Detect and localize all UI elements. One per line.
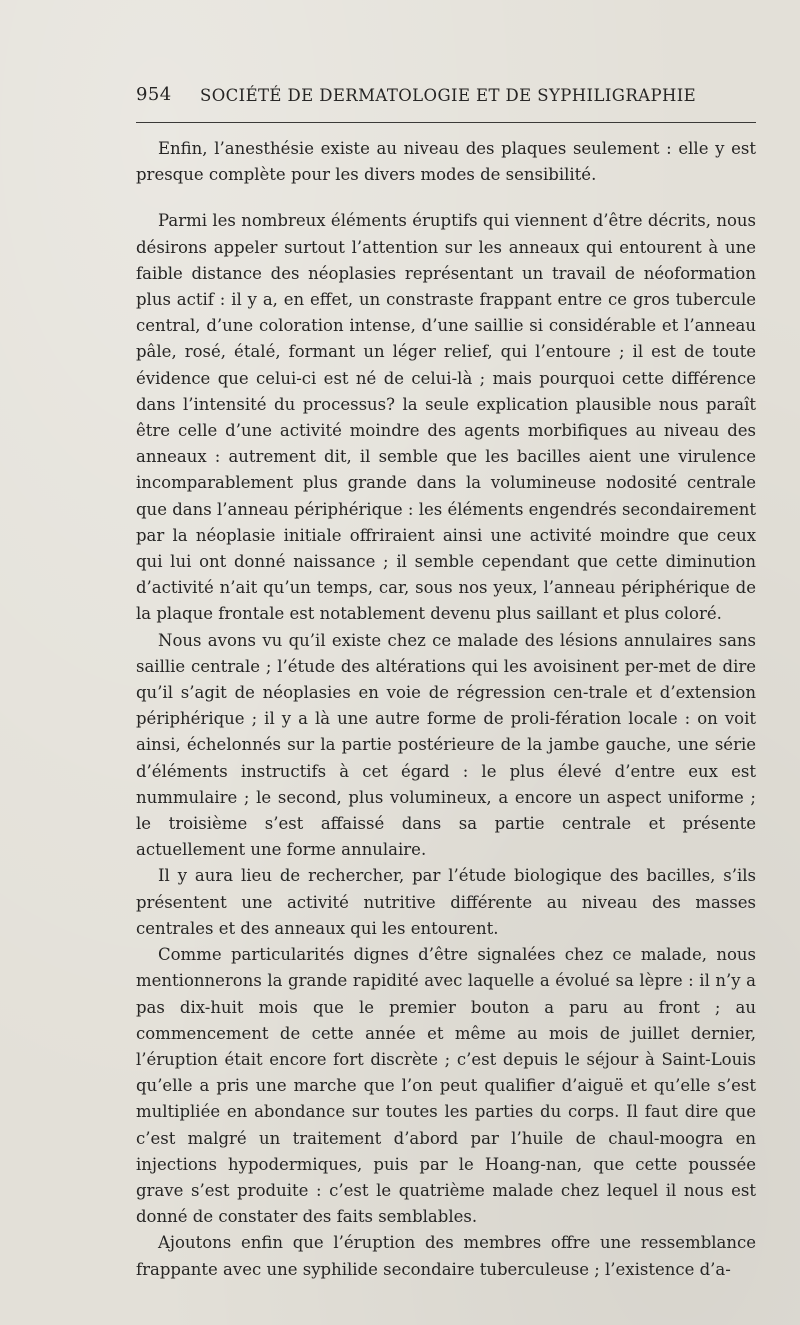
paragraph-annular-rings: Parmi les nombreux éléments éruptifs qui viennent d’être décrits, nous désirons appeler surtout l’attention sur les anneaux qui entourent à une faible distance des néoplasies représentant un travail de néoformation plus actif : il y a, en effet, un constraste frappant entre ce gros tubercule central, d’une coloration intense, d’une saillie si considérable et l’anneau pâle, rosé, étalé, formant un léger relief, qui l’entoure ; il est de toute évidence que celui-ci est né de celui-là ; mais pourquoi cette différence dans l’intensité du processus? la seule explication plausible nous paraît être celle d’une activité moindre des agents morbifiques au niveau des anneaux : autrement dit, il semble que les bacilles aient une virulence incomparablement plus grande dans la volumineuse nodosité centrale que dans l’anneau périphérique : les éléments engendrés secondairement par la néoplasie initiale offriraient ainsi une activité moindre que ceux qui lui ont donné naissance ; il semble cependant que cette diminution d’activité n’ait qu’un temps, car, sous nos yeux, l’anneau périphérique de la plaque frontale est notablement devenu plus saillant et plus coloré. [136,211,756,624]
paragraph-annular-lesions: Nous avons vu qu’il existe chez ce malade des lésions annulaires sans saillie centrale ; l’étude des altérations qui les avoisinent per-met de dire qu’il s’agit de néoplasies en voie de régression cen-trale et d’extension périphérique ; il y a là une autre forme de proli-fération locale : on voit ainsi, échelonnés sur la partie postérieure de la jambe gauche, une série d’éléments instructifs à cet égard : le plus élevé d’entre eux est nummulaire ; le second, plus volumineux, a encore un aspect uniforme ; le troisième s’est affaissé dans sa partie centrale et présente actuellement une forme annulaire. [136,630,756,860]
paragraph-anesthesia: Enfin, l’anesthésie existe au niveau des plaques seulement : elle y est presque complète pour les divers modes de sensibilité. [136,139,756,185]
paragraph-bacilli-study: Il y aura lieu de rechercher, par l’étude biologique des bacilles, s’ils présentent une activité nutritive différente au niveau des masses centrales et des anneaux qui les entourent. [136,866,756,938]
page-number: 954 [136,84,172,105]
body-text [136,136,756,1283]
paragraph-rapid-evolution: Comme particularités dignes d’être signalées chez ce malade, nous mentionnerons la grande rapidité avec laquelle a évolué sa lèpre : il n’y a pas dix-huit mois que le premier bouton a paru au front ; au commencement de cette année et même au mois de juillet dernier, l’éruption était encore fort discrète ; c’est depuis le séjour à Saint-Louis qu’elle a pris une marche que l’on peut qualifier d’aiguë et qu’elle s’est multipliée en abondance sur toutes les parties du corps. Il faut dire que c’est malgré un traitement d’abord par l’huile de chaul-moogra en injections hypodermiques, puis par le Hoang-nan, que cette poussée grave s’est produite : c’est le quatrième malade chez lequel il nous est donné de constater des faits semblables. [136,945,756,1227]
paragraph-syphilide-resemblance: Ajoutons enfin que l’éruption des membres offre une ressemblance frappante avec une syphilide secondaire tuberculeuse ; l’existence d’a- [136,1233,756,1279]
running-head [136,84,756,110]
header-rule [136,122,756,123]
running-title: SOCIÉTÉ DE DERMATOLOGIE ET DE SYPHILIGRAPHIE [200,86,697,105]
